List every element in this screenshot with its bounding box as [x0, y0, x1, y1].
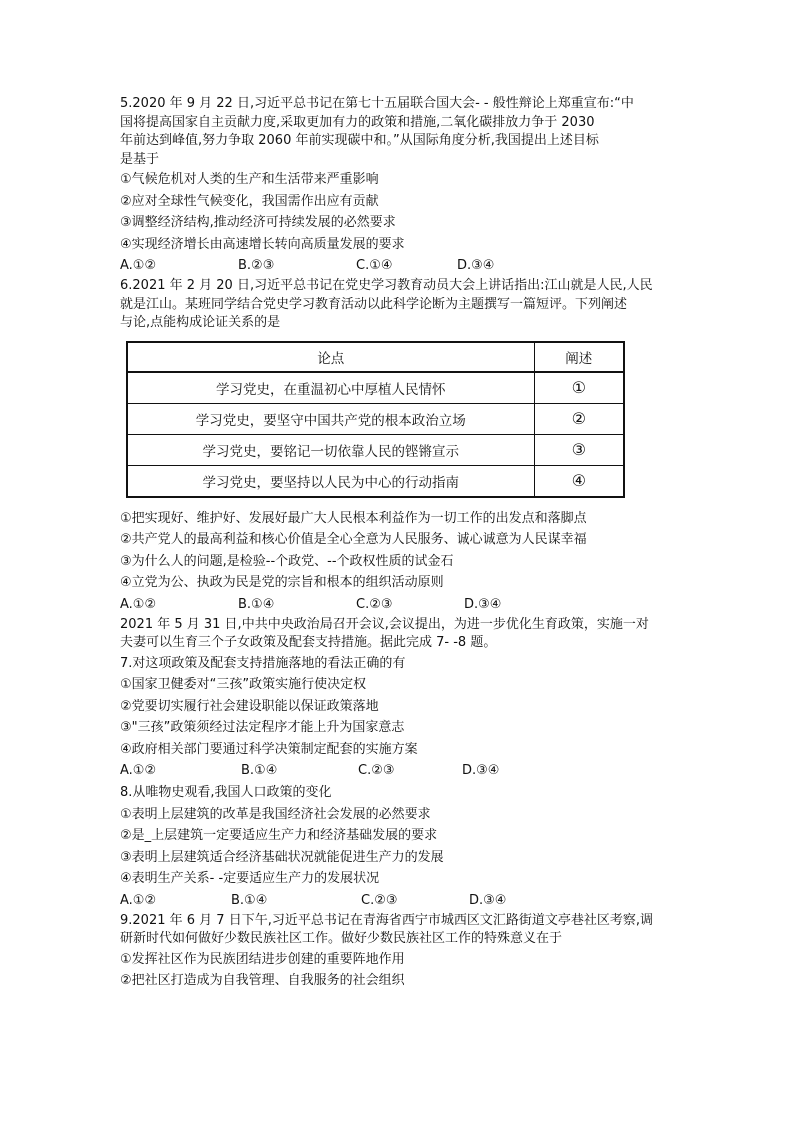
question-stem: 与论,点能构成论证关系的是: [120, 315, 281, 330]
material-text: 2021 年 5 月 31 日,中共中央政治局召开会议,会议提出，为进一步优化生育政策，实施一对: [120, 616, 649, 632]
elaboration-cell: ②: [534, 403, 624, 434]
option-item: ③调整经济结构,推动经济可持续发展的必然要求: [120, 215, 396, 230]
question-stem: 7.对这项政策及配套支持措施落地的看法正确的有: [120, 655, 406, 671]
option-item: ①表明上层建筑的改革是我国经济社会发展的必然要求: [120, 806, 431, 822]
choice-b: B.①④: [241, 763, 278, 778]
elaboration-cell: ④: [534, 465, 624, 497]
exam-page: [120, 95, 680, 992]
question-stem: 6.2021 年 2 月 20 日,习近平总书记在党史学习教育动员大会上讲话指出:江山就是人民,人民: [120, 278, 653, 293]
choice-b: B.①④: [238, 596, 275, 612]
option-item: ②党要切实履行社会建设职能以保证政策落地: [120, 698, 379, 714]
choice-b: B.①④: [231, 892, 268, 908]
claim-cell: 学习党史，要坚守中国共产党的根本政治立场: [127, 403, 534, 434]
choice-c: C.②③: [361, 892, 398, 908]
question-7: [120, 653, 680, 783]
question-stem: 年前达到峰值,努力争取 2060 年前实现碳中和。”从国际角度分析,我国提出上述目标: [120, 133, 599, 148]
option-item: ①把实现好、维护好、发展好最广大人民根本利益作为一切工作的出发点和落脚点: [120, 510, 587, 526]
choice-d: D.③④: [469, 892, 507, 908]
material-7-8: [120, 616, 680, 653]
question-stem: 国将提高国家自主贡献力度,采取更加有力的政策和措施,二氧化碳排放力争于 2030: [120, 114, 595, 130]
material-text: 夫妻可以生育三个子女政策及配套支持措施。据此完成 7- -8 题。: [120, 635, 497, 650]
choice-a: A.①②: [120, 596, 157, 612]
question-stem: 8.从唯物史观看,我国人口政策的变化: [120, 785, 332, 800]
table-row: [127, 465, 624, 497]
table-row: [127, 403, 624, 434]
option-item: ④表明生产关系- -定要适应生产力的发展状况: [120, 871, 380, 886]
question-stem: 研新时代如何做好少数民族社区工作。做好少数民族社区工作的特殊意义在于: [120, 931, 563, 946]
choice-a: A.①②: [120, 258, 157, 273]
question-9: [120, 912, 680, 992]
option-item: ③为什么人的问题,是检验--个政党、--个政权性质的试金石: [120, 553, 454, 569]
question-stem: 是基于: [120, 151, 160, 167]
table-row: [127, 434, 624, 465]
choice-d: D.③④: [464, 596, 502, 612]
table-row: [127, 372, 624, 404]
choice-c: C.②③: [356, 596, 393, 612]
table-header-row: [127, 342, 624, 372]
claims-table: [126, 341, 625, 498]
question-5: [120, 95, 680, 277]
question-stem: 5.2020 年 9 月 22 日,习近平总书记在第七十五届联合国大会- - 般性辩论上郑重宣布:“中: [120, 96, 634, 111]
choice-a: A.①②: [120, 892, 157, 908]
elaboration-cell: ③: [534, 434, 624, 465]
answer-choices: [120, 594, 680, 616]
option-item: ③"三孩”政策须经过法定程序才能上升为国家意志: [120, 720, 405, 735]
option-item: ①气候危机对人类的生产和生活带来严重影响: [120, 172, 379, 187]
column-header-claim: 论点: [127, 342, 534, 372]
choice-c: C.②③: [358, 763, 395, 778]
choice-d: D.③④: [462, 763, 500, 778]
choice-b: B.②③: [238, 258, 275, 273]
question-8: [120, 782, 680, 912]
option-item: ④政府相关部门要通过科学决策制定配套的实施方案: [120, 741, 418, 757]
option-item: ②是_上层建筑一定要适应生产力和经济基础发展的要求: [120, 828, 438, 843]
option-item: ②把社区打造成为自我管理、自我服务的社会组织: [120, 973, 405, 988]
option-item: ④立党为公、执政为民是党的宗旨和根本的组织活动原则: [120, 575, 444, 590]
answer-choices: [120, 255, 680, 277]
answer-choices: [120, 760, 680, 782]
option-item: ④实现经济增长由高速增长转向高质量发展的要求: [120, 236, 405, 252]
choice-c: C.①④: [356, 258, 393, 273]
option-item: ①发挥社区作为民族团结进步创建的重要阵地作用: [120, 951, 405, 967]
claim-cell: 学习党史，在重温初心中厚植人民情怀: [127, 372, 534, 404]
option-item: ③表明上层建筑适合经济基础状况就能促进生产力的发展: [120, 849, 444, 865]
question-6: [120, 277, 680, 616]
option-item: ②共产党人的最高利益和核心价值是全心全意为人民服务、诚心诚意为人民谋幸福: [120, 532, 587, 547]
option-item: ②应对全球性气候变化，我国需作出应有贡献: [120, 193, 379, 209]
choice-d: D.③④: [457, 258, 495, 273]
option-item: ①国家卫健委对“三孩”政策实施行使决定权: [120, 677, 367, 692]
answer-choices: [120, 890, 680, 912]
choice-a: A.①②: [120, 763, 157, 778]
column-header-elaboration: 阐述: [534, 342, 624, 372]
question-stem: 就是江山。某班同学结合党史学习教育活动以此科学论断为主题撰写一篇短评。下列阐述: [120, 296, 628, 312]
claim-cell: 学习党史，要坚持以人民为中心的行动指南: [127, 465, 534, 497]
elaboration-cell: ①: [534, 372, 624, 404]
question-stem: 9.2021 年 6 月 7 日下午,习近平总书记在青海省西宁市城西区文汇路街道文亭巷社区考察,调: [120, 912, 653, 928]
claim-cell: 学习党史，要铭记一切依靠人民的铿锵宣示: [127, 434, 534, 465]
